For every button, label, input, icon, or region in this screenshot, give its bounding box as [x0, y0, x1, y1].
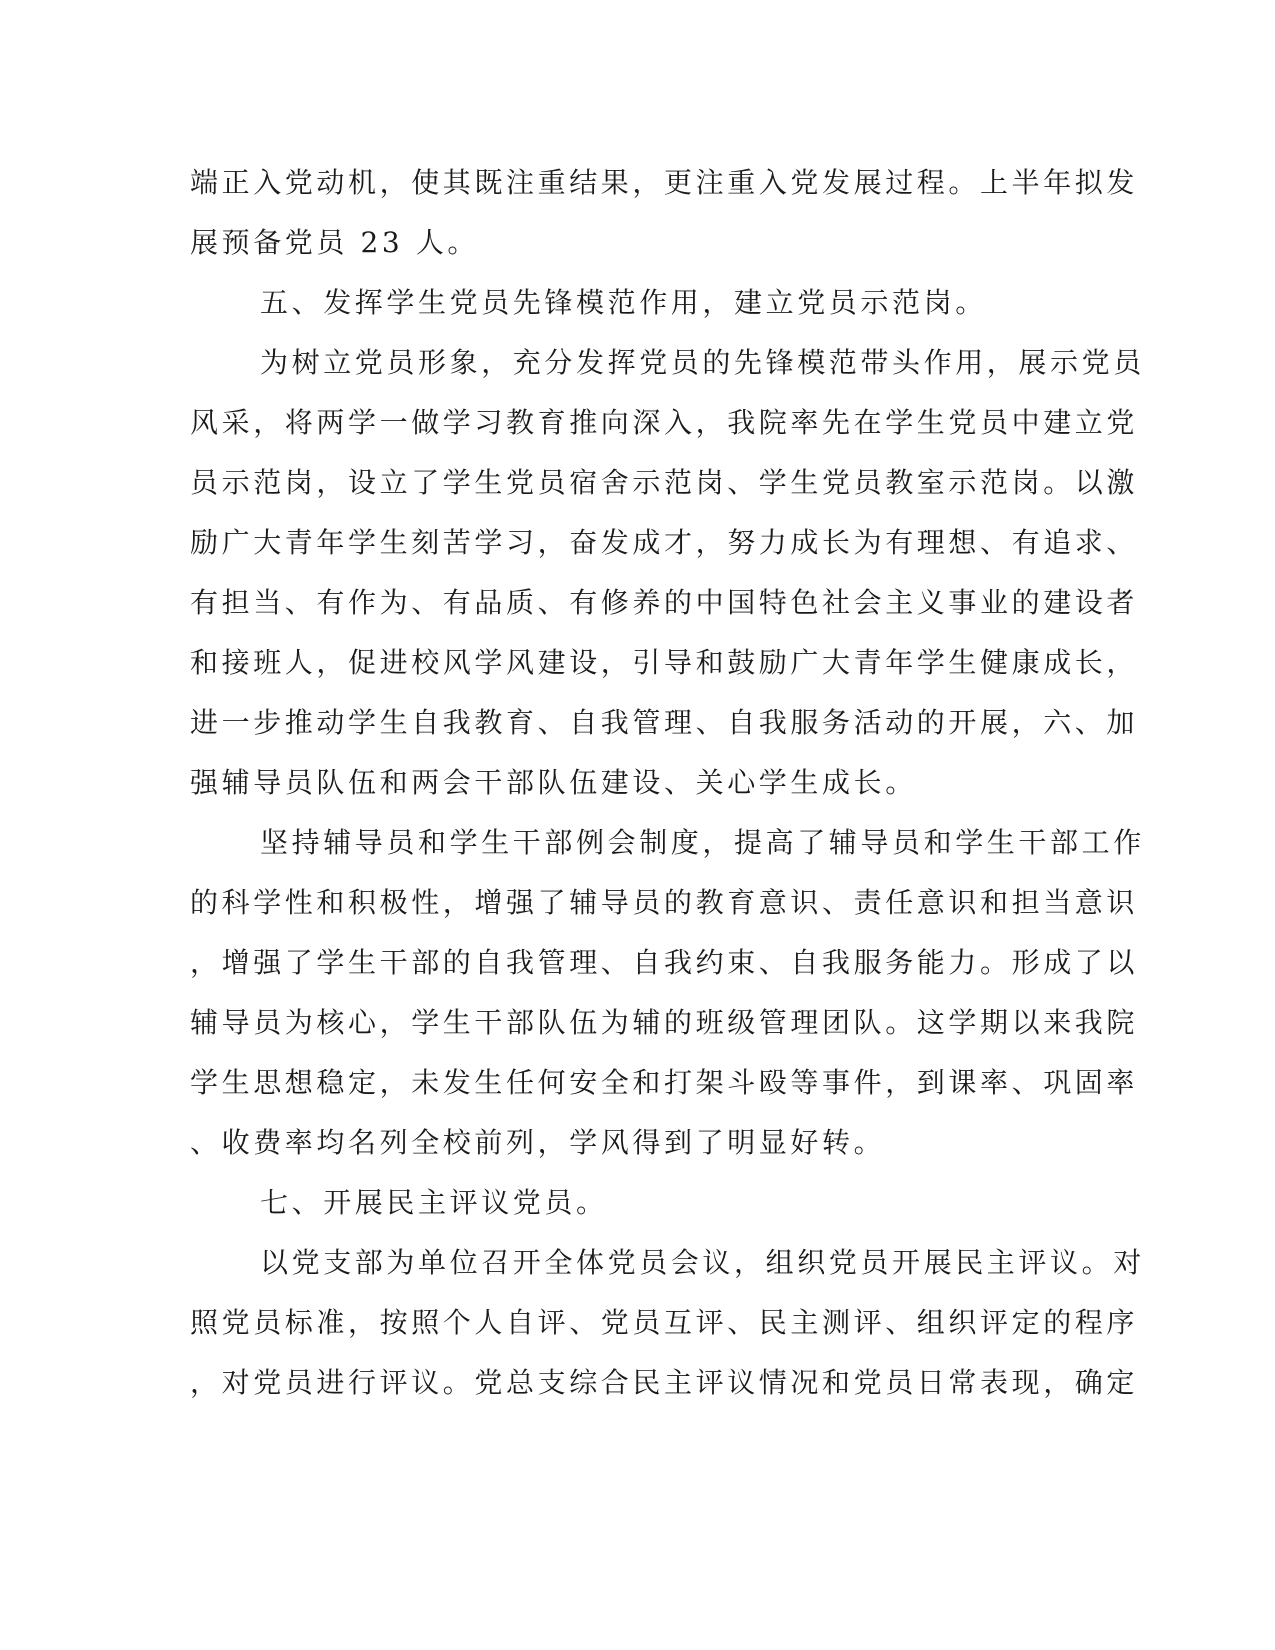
- text-line: ，对党员进行评议。党总支综合民主评议情况和党员日常表现，确定: [190, 1366, 1139, 1399]
- text-line: 学生思想稳定，未发生任何安全和打架斗殴等事件，到课率、巩固率: [190, 1066, 1139, 1099]
- text-line: 励广大青年学生刻苦学习，奋发成才，努力成长为有理想、有追求、: [190, 526, 1139, 559]
- text-line: 、收费率均名列全校前列，学风得到了明显好转。: [190, 1126, 886, 1159]
- text-line: 的科学性和积极性，增强了辅导员的教育意识、责任意识和担当意识: [190, 886, 1139, 919]
- text-line: ，增强了学生干部的自我管理、自我约束、自我服务能力。形成了以: [190, 946, 1139, 979]
- text-line: 以党支部为单位召开全体党员会议，组织党员开展民主评议。对: [260, 1246, 1145, 1279]
- text-line: 坚持辅导员和学生干部例会制度，提高了辅导员和学生干部工作: [260, 826, 1145, 859]
- text-line: 风采，将两学一做学习教育推向深入，我院率先在学生党员中建立党: [190, 406, 1139, 439]
- text-line: 和接班人，促进校风学风建设，引导和鼓励广大青年学生健康成长，: [190, 646, 1139, 679]
- text-line: 辅导员为核心，学生干部队伍为辅的班级管理团队。这学期以来我院: [190, 1006, 1139, 1039]
- text-line: 端正入党动机，使其既注重结果，更注重入党发展过程。上半年拟发: [190, 166, 1139, 199]
- section-heading-7: 七、开展民主评议党员。: [260, 1186, 608, 1219]
- text-line: 为树立党员形象，充分发挥党员的先锋模范带头作用，展示党员: [260, 346, 1145, 379]
- text-line: 有担当、有作为、有品质、有修养的中国特色社会主义事业的建设者: [190, 586, 1139, 619]
- text-line: 照党员标准，按照个人自评、党员互评、民主测评、组织评定的程序: [190, 1306, 1139, 1339]
- text-line: 展预备党员 23 人。: [190, 226, 480, 259]
- text-line: 员示范岗，设立了学生党员宿舍示范岗、学生党员教室示范岗。以激: [190, 466, 1139, 499]
- text-line: 强辅导员队伍和两会干部队伍建设、关心学生成长。: [190, 766, 917, 799]
- section-heading-5: 五、发挥学生党员先锋模范作用，建立党员示范岗。: [260, 286, 987, 319]
- text-line: 进一步推动学生自我教育、自我管理、自我服务活动的开展，六、加: [190, 706, 1139, 739]
